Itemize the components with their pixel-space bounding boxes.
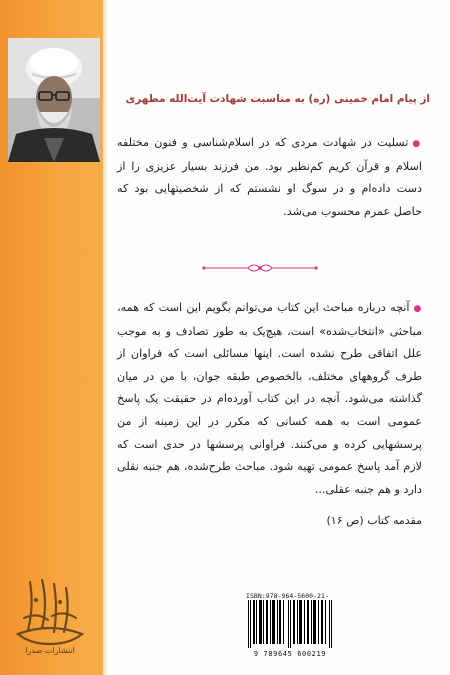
quote-source-reference: مقدمه کتاب (ص ۱۶)	[326, 514, 422, 527]
portrait-illustration	[8, 38, 100, 162]
author-portrait-photo	[8, 38, 100, 162]
publisher-logo-icon	[8, 578, 92, 648]
bullet-icon: ●	[413, 304, 422, 314]
book-intro-paragraph	[117, 297, 422, 501]
bullet-icon: ●	[412, 139, 422, 149]
ornament-divider	[200, 262, 320, 274]
barcode-icon	[246, 600, 334, 648]
intro-text: آنچه درباره مباحث این کتاب می‌توانم بگویم این است که همه، مباحثی «انتخاب‌شده» است، هیچ‌یک به طور تصادف و به موجب علل اتفاقی طرح نشده است. اینها مسائلی است که فراوان از طرف گروههای مختلف، بالخصوص طبقه جوان، با من در میان گذاشته می‌شود. آنچه در این کتاب آورده‌ام در حقیقت یک پاسخ عمومی است به همه کسانی که مکرر در این زمینه از من پرسشهایی کرده و می‌کنند. فراوانی پرسشها در حدی است که لازم آمد پاسخ عمومی تهیه شود. مباحث طرح‌شده، هم جنبه نقلی دارد و هم جنبه عقلی...	[117, 301, 422, 496]
quote-text: تسلیت در شهادت مردی که در اسلام‌شناسی و فنون مختلفه اسلام و قرآن کریم کم‌نظیر بود. من فرزند بسیار عزیزی را از دست داده‌ام و در سوگ او نشستم که از شخصیتهایی بود که حاصل عمرم محسوب می‌شد.	[117, 136, 422, 218]
publisher-name: انتشارات صدرا	[25, 646, 75, 655]
isbn-text: ISBN:978-964-5600-21-	[246, 592, 329, 600]
barcode-bars	[246, 600, 334, 648]
khomeini-quote-paragraph	[117, 132, 422, 223]
quote-caption: از پیام امام خمینی (ره) به مناسبت شهادت آیت‌الله مطهری	[125, 93, 430, 105]
barcode-number: 9 789645 600219	[253, 650, 327, 658]
